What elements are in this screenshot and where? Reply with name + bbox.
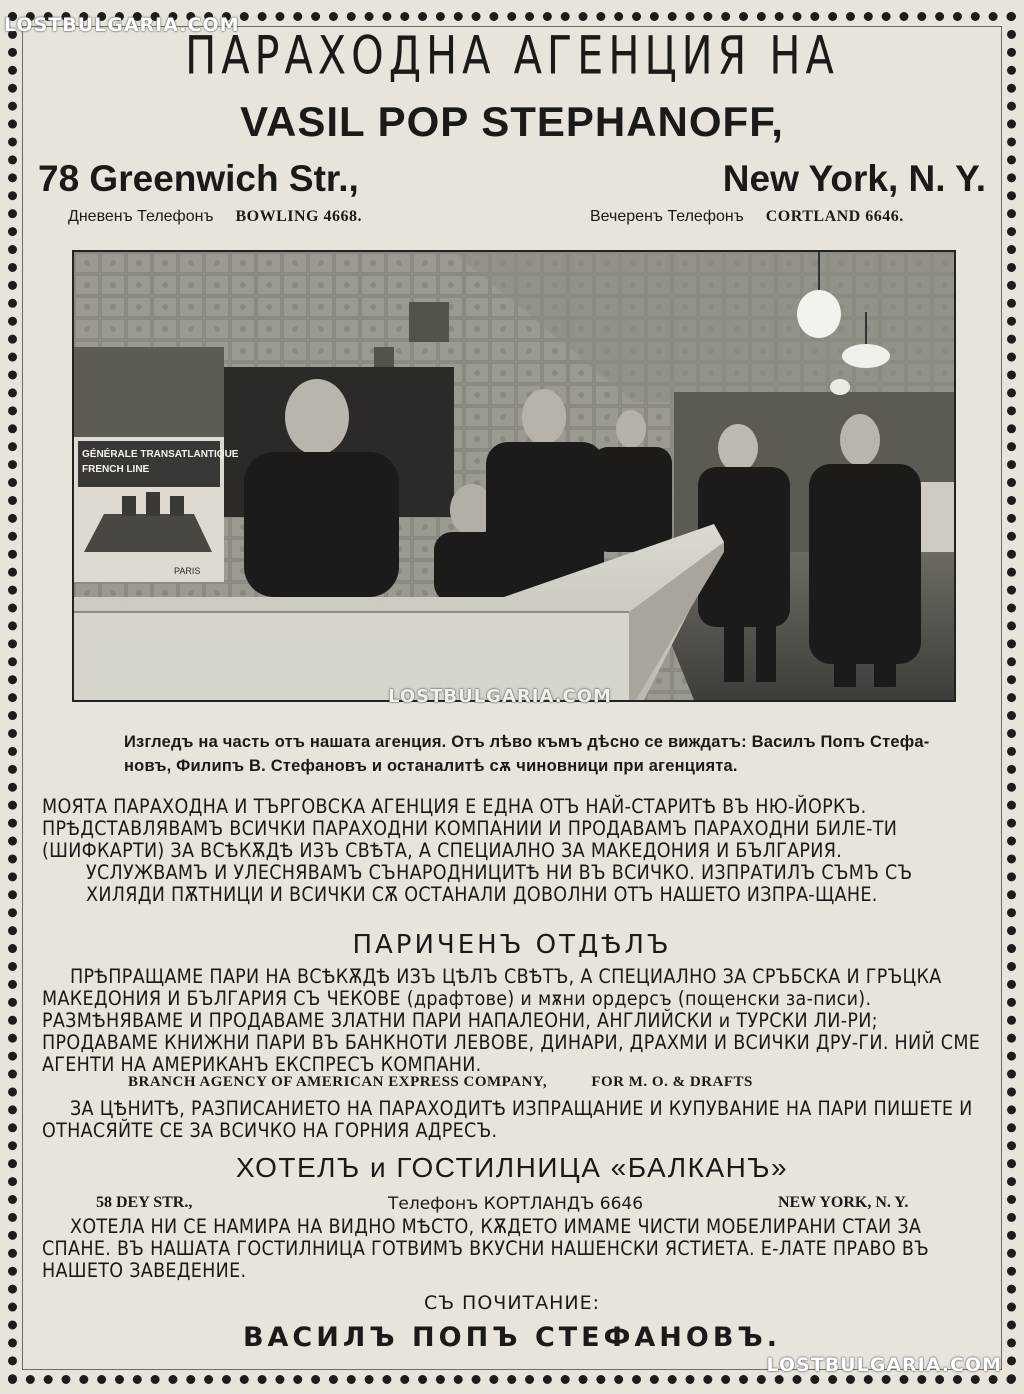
steamship-icon (84, 514, 212, 552)
address-city: New York, N. Y. (722, 158, 986, 199)
closing-signature: ВАСИЛЪ ПОПЪ СТЕФАНОВЪ. (242, 1322, 782, 1353)
day-phone (68, 208, 362, 226)
ad-title: ПАРАХОДНА АГЕНЦИЯ НА (185, 23, 839, 87)
hotel-address: 58 DEY STR., (96, 1194, 193, 1211)
branch-agency-for: FOR M. O. & DRAFTS (591, 1074, 753, 1090)
office-scene-illustration (74, 252, 954, 700)
evening-phone (590, 208, 904, 226)
intro-paragraph (42, 796, 992, 906)
intro-text-2: УСЛУЖВАМЪ И УЛЕСНЯВАМЪ СЪНАРОДНИЦИТѢ НИ ВЪ ВСИЧКО. ИЗПРАТИЛЪ СЪМЪ СЪ ХИЛЯДИ ПѪТНИЦИ И ВСИЧКИ СѪ ОСТАНАЛИ ДОВОЛНИ ОТЪ НАШЕТО ИЗПРА-ЩАНЕ. (86, 861, 913, 906)
poster-line3: PARIS (174, 566, 201, 576)
hotel-paragraph (42, 1216, 992, 1282)
contact-text: ЗА ЦѢНИТѢ, РАЗПИСАНИЕТО НА ПАРАХОДИТѢ ИЗПРАЩАНИЕ И КУПУВАНИЕ НА ПАРИ ПИШЕТЕ И ОТНАСЯЙТЕ СЕ ЗА ВСИЧКО НА ГОРНИЯ АДРЕСЪ. (42, 1097, 973, 1142)
photo-caption: Изгледъ на часть отъ нашата агенция. Отъ лѣво къмъ дѣсно се виждатъ: Василъ Попъ Стефа-новъ, Филипъ В. Стефановъ и останалитѣ сѫ чиновници при агенцията. (124, 733, 930, 775)
contact-paragraph (42, 1098, 992, 1142)
agent-name: VASIL POP STEPHANOFF, (240, 98, 784, 145)
branch-agency-text: BRANCH AGENCY OF AMERICAN EXPRESS COMPANY, (128, 1074, 548, 1090)
wall-frame (409, 302, 449, 342)
watermark-middle: LOSTBULGARIA.COM (388, 686, 612, 707)
branch-agency-line (128, 1074, 753, 1091)
hotel-title: ХОТЕЛЪ и ГОСТИЛНИЦА «БАЛКАНЪ» (235, 1152, 789, 1183)
agency-office-photo (72, 250, 956, 702)
day-phone-label: Дневенъ Телефонъ (68, 208, 214, 225)
evening-phone-number: CORTLAND 6646. (765, 208, 904, 225)
hotel-city: NEW YORK, N. Y. (778, 1194, 909, 1211)
day-phone-number: BOWLING 4668. (235, 208, 362, 225)
money-text: ПРѢПРАЩАМЕ ПАРИ НА ВСѢКѪДѢ ИЗЪ ЦѢЛЪ СВѢТЪ, А СПЕЦИАЛНО ЗА СРЪБСКА И ГРЪЦКА МАКЕДОНИЯ И БЪЛГАРИЯ СЪ ЧЕКОВЕ (драфтове) и мѫни ордерсъ (пощенски за-писи). РАЗМѢНЯВАМЕ И ПРОДАВАМЕ ЗЛАТНИ ПАРИ НАПАЛЕОНИ, АНГЛИЙСКИ и ТУРСКИ ЛИ-РИ; ПРОДАВАМЕ КНИЖНИ ПАРИ ВЪ БАНКНОТИ ЛЕВОВЕ, ДИНАРИ, ДРАХМИ И ВСИЧКИ ДРУ-ГИ. НИЙ СМЕ АГЕНТИ НА АМЕРИКАНЪ ЕКСПРЕСЪ КОМПАНИ. (42, 965, 981, 1076)
watermark-top: LOSTBULGARIA.COM (4, 14, 240, 36)
money-department-title: ПАРИЧЕНЪ ОТДѢЛЪ (352, 930, 672, 960)
poster-line2: FRENCH LINE (82, 464, 150, 475)
intro-text-1: МОЯТА ПАРАХОДНА И ТЪРГОВСКА АГЕНЦИЯ Е ЕДНА ОТЪ НАЙ-СТАРИТѢ ВЪ НЮ-ЙОРКЪ. ПРѢДСТАВЛЯВАМЪ ВСИЧКИ ПАРАХОДНИ КОМПАНИИ И ПРОДАВАМЪ ПАРАХОДНИ БИЛЕ-ТИ (ШИФКАРТИ) ЗА ВСѢКѪДѢ ИЗЪ СВѢТА, А СПЕЦИАЛНО ЗА МАКЕДОНИЯ И БЪЛГАРИЯ. (42, 795, 898, 862)
evening-phone-label: Вечеренъ Телефонъ (590, 208, 744, 225)
poster-line1: GÉNÉRALE TRANSATLANTIQUE (82, 449, 239, 460)
address-street: 78 Greenwich Str., (38, 158, 359, 199)
money-department-text (42, 966, 992, 1076)
closing-regards: СЪ ПОЧИТАНИЕ: (423, 1292, 601, 1314)
hotel-phone: Телефонъ КОРТЛАНДЪ 6646 (388, 1194, 644, 1214)
hotel-text: ХОТЕЛА НИ СЕ НАМИРА НА ВИДНО МѢСТО, КѪДЕТО ИМАМЕ ЧИСТИ МОБЕЛИРАНИ СТАИ ЗА СПАНЕ. ВЪ НАШАТА ГОСТИЛНИЦА ГОТВИМЪ ВКУСНИ НАШЕНСКИ ЯСТИЕТА. Е-ЛАТЕ ПРАВО ВЪ НАШЕТО ЗАВЕДЕНИЕ. (42, 1215, 930, 1282)
watermark-bottom: LOSTBULGARIA.COM (766, 1354, 1002, 1376)
